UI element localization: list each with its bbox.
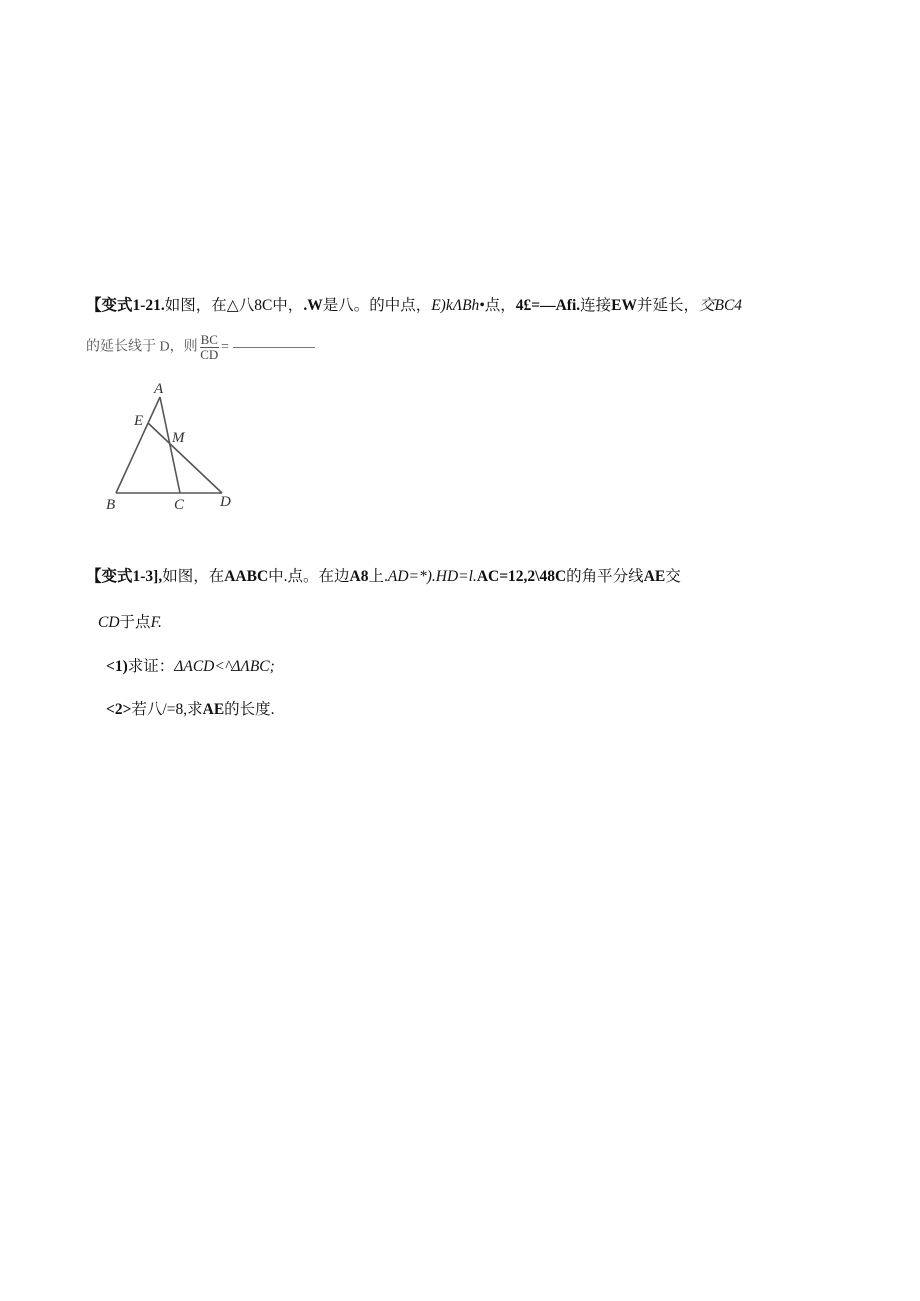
- problem1-label: 【变式1-21.: [86, 297, 165, 314]
- problem2-statement-line2: CD于点F.: [98, 614, 162, 631]
- problem2-part2: <2>若八/=8,求AE的长度.: [106, 701, 275, 718]
- label-m: M: [172, 430, 185, 446]
- answer-blank: [233, 347, 315, 348]
- label-b: B: [106, 497, 116, 513]
- equals-sign: =: [220, 339, 229, 355]
- problem1-text: 如图，在△八8C中，: [164, 297, 304, 314]
- problem1-statement-line1: 【变式1-21.如图，在△八8C中，.W是八。的中点，E)kΛBh•点，4£=—Afi.连接EW并延长，交BC4: [86, 297, 743, 314]
- ratio-fraction: [200, 333, 219, 362]
- triangle-figure: [96, 375, 256, 520]
- label-a: A: [154, 381, 164, 397]
- problem1-statement-line2: [86, 333, 315, 362]
- problem2-part1: <1)求证：ΔACD<^ΔΛBC;: [106, 658, 275, 675]
- problem2-statement-line1: 【变式1-3],如图，在AABC中.点。在边A8上.AD=*).HD=l.AC=12,2\48C的角平分线AE交: [86, 568, 681, 585]
- label-c: C: [174, 497, 185, 513]
- problem1-question-prefix: 的延长线于 D，则: [86, 339, 198, 355]
- label-e: E: [134, 413, 144, 429]
- segment-ba: [116, 397, 160, 493]
- problem2-label: 【变式1-3],: [86, 568, 163, 585]
- segment-ed: [148, 423, 222, 493]
- label-d: D: [220, 494, 231, 510]
- fraction-numerator: BC: [200, 332, 218, 347]
- fraction-denominator: CD: [200, 347, 219, 362]
